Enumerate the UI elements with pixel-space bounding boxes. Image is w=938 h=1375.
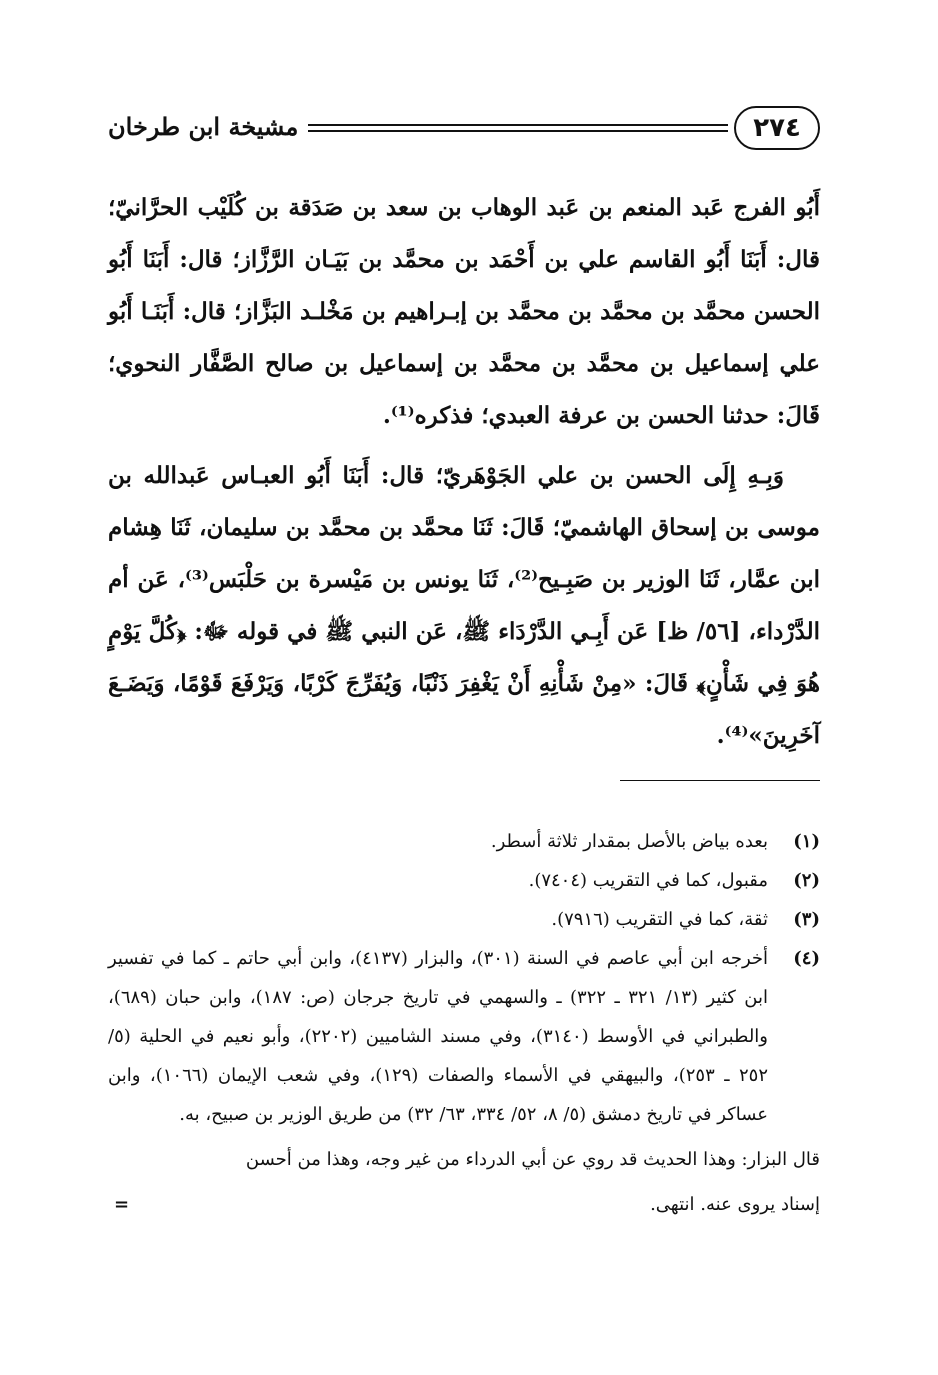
footnote-4 [108, 939, 820, 1134]
footnote-2 [108, 861, 820, 900]
footnotes [108, 822, 820, 1224]
footnote-note-last-line [108, 1185, 820, 1224]
footnote-text: أخرجه ابن أبي عاصم في السنة (٣٠١)، والبزار (٤١٣٧)، وابن أبي حاتم ـ كما في تفسير ابن كثير (١٣/ ٣٢١ ـ ٣٢٢) ـ والسهمي في تاريخ جرجان (ص: ١٨٧)، وابن حبان (٦٨٩)، والطبراني في الأوسط (٣١٤٠)، وفي مسند الشاميين (٢٢٠٢)، وأبو نعيم في الحلية (٥/ ٢٥٢ ـ ٢٥٣)، والبيهقي في الأسماء والصفات (١٢٩)، وفي شعب الإيمان (١٠٦٦)، وابن عساكر في تاريخ دمشق (٥/ ٨، ٥٢/ ٣٣٤، ٦٣/ ٣٢) من طريق الوزير بن صبيح، به. [108, 948, 769, 1125]
footnote-3 [108, 900, 820, 939]
footnote-number: (٤) [793, 948, 820, 969]
footnote-number: (١) [793, 831, 820, 852]
footnote-text: بعده بياض بالأصل بمقدار ثلاثة أسطر. [490, 831, 768, 852]
footnote-note-text: إسناد يروى عنه. انتهى. [650, 1194, 820, 1215]
footnote-number: (٢) [793, 870, 820, 891]
main-paragraph-2: وَبِـهِ إِلَى الحسن بن علي الجَوْهَريّ؛ قال: أَبَنَا أَبُو العبـاس عَبدالله بن موسى بن إسحاق الهاشميّ؛ قَالَ: ثَنَا محمَّد بن محمَّد بن سليمان، ثَنَا هِشام ابن عمَّار، ثَنَا الوزير بن صَبِـيح⁽²⁾، ثَنَا يونس بن مَيْسرة بن حَلْبَس⁽³⁾، عَن أم الدَّرْداء، [٥٦/ ظ] عَن أَبِـي الدَّرْدَاء ﷺ، عَن النبي ﷺ في قوله ﷻ: ﴿كُلَّ يَوْمٍ هُوَ فِي شَأْنٍ﴾ قَالَ: «مِنْ شَأْنِهِ أَنْ يَغْفِرَ ذَنْبًا، وَيُفَرِّجَ كَرْبًا، وَيَرْفَعَ قَوْمًا، وَيَضَـعَ آخَرِينَ»⁽⁴⁾. [108, 462, 821, 749]
footnote-separator [620, 780, 820, 781]
footnote-text: مقبول، كما في التقريب (٧٤٠٤). [528, 870, 768, 891]
footnote-number: (٣) [793, 909, 820, 930]
continuation-mark: = [114, 1194, 130, 1215]
page-number: ٢٧٤ [734, 106, 820, 150]
page-header [108, 106, 820, 156]
footnote-text: ثقة، كما في التقريب (٧٩١٦). [551, 909, 768, 930]
main-paragraph-1: أَبُو الفرج عَبد المنعم بن عَبد الوهاب بن سعد بن صَدَقة بن كُلَيْب الحرَّانيّ؛ قال: أَبَنَا أَبُو القاسم علي بن أَحْمَد بن محمَّد بن بَيَـان الرَّزَّاز؛ قال: أَبَنَا أَبُو الحسن محمَّد بن محمَّد بن محمَّد بن إبـراهيم بن مَخْلـد البَزَّاز؛ قال: أَبَنَـا أَبُو علي إسماعيل بن محمَّد بن محمَّد بن إسماعيل بن صالح الصَّفَّار النحوي؛ قَالَ: حدثنا الحسن بن عرفة العبدي؛ فذكره⁽¹⁾. [108, 194, 820, 429]
footnote-note-line: قال البزار: وهذا الحديث قد روي عن أبي الدرداء من غير وجه، وهذا من أحسن [245, 1149, 820, 1170]
main-text [108, 182, 820, 762]
footnote-1 [108, 822, 820, 861]
running-title: مشيخة ابن طرخان [108, 112, 299, 141]
header-rule [308, 124, 728, 132]
